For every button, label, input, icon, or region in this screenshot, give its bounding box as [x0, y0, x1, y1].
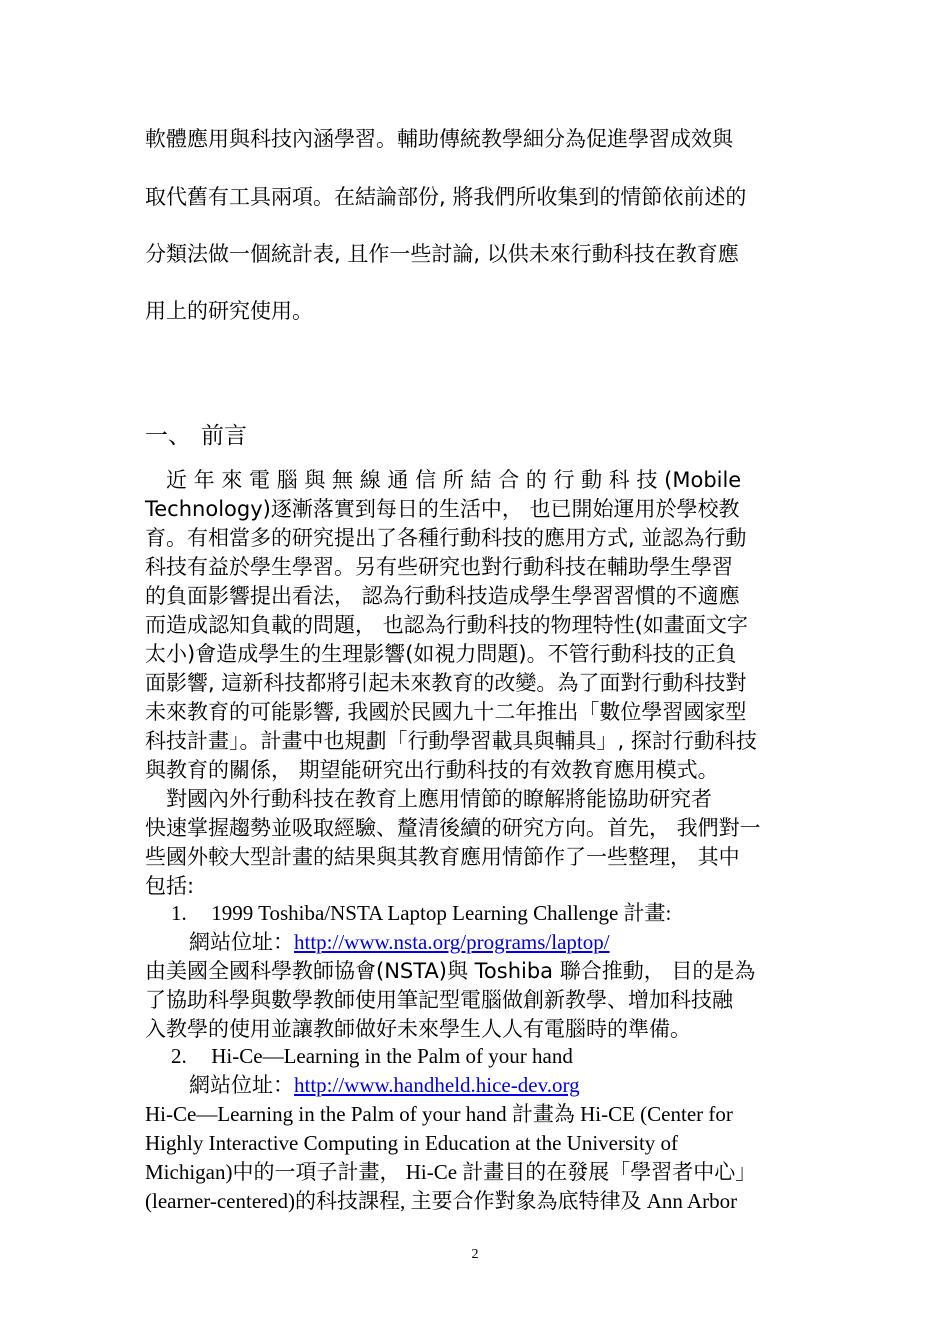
section-heading-title: 前言	[201, 423, 247, 449]
paragraph-1-line-5: 的負面影響提出看法， 認為行動科技造成學生學習習慣的不適應	[145, 584, 740, 608]
paragraph-1-line-3: 育。有相當多的研究提出了各種行動科技的應用方式, 並認為行動	[145, 526, 747, 550]
intro-line-4: 用上的研究使用。	[145, 299, 313, 323]
list-item-2-title-row	[171, 1041, 777, 1071]
paragraph-1-line-8: 面影響, 這新科技都將引起未來教育的改變。為了面對行動科技對	[145, 671, 747, 695]
intro-line-1: 軟體應用與科技內涵學習。輔助傳統教學細分為促進學習成效與	[145, 127, 733, 151]
paragraph-1-line-9: 未來教育的可能影響, 我國於民國九十二年推出「數位學習國家型	[145, 700, 747, 724]
list-item-2-description-line-1: Hi-Ce—Learning in the Palm of your hand 計畫為 Hi-CE (Center for	[145, 1102, 733, 1126]
section-heading	[145, 420, 247, 452]
paragraph-1-line-10: 科技計畫」。計畫中也規劃「行動學習載具與輔具」, 探討行動科技	[145, 729, 757, 753]
list-item-2-description-line-4: (learner-centered)的科技課程, 主要合作對象為底特律及 Ann Arbor	[145, 1189, 738, 1213]
list-item-1-site-label: 網站位址：	[189, 930, 294, 954]
paragraph-1-line-11: 與教育的關係， 期望能研究出行動科技的有效教育應用模式。	[145, 758, 719, 782]
paragraph-2-line-2: 快速掌握趨勢並吸取經驗、釐清後續的研究方向。首先， 我們對一	[145, 816, 761, 840]
paragraph-1-line-4: 科技有益於學生學習。另有些研究也對行動科技在輔助學生學習	[145, 555, 733, 579]
paragraph-1-line-2: Technology)逐漸落實到每日的生活中， 也已開始運用於學校教	[145, 497, 740, 521]
paragraph-2-line-1: 對國內外行動科技在教育上應用情節的瞭解將能協助研究者	[145, 787, 712, 811]
paragraph-2-line-4: 包括:	[145, 874, 195, 898]
list-item-2-description-line-3: Michigan)中的一項子計畫， Hi-Ce 計畫目的在發展「學習者中心」	[145, 1160, 757, 1184]
paragraph-1-line-1: 近 年 來 電 腦 與 無 線 通 信 所 結 合 的 行 動 科 技 (Mobile	[145, 468, 742, 492]
intro-line-2: 取代舊有工具兩項。在結論部份, 將我們所收集到的情節依前述的	[145, 185, 747, 209]
list-item-2-number: 2.	[171, 1044, 187, 1068]
list-item-1-site-row	[189, 927, 777, 957]
list-item-1-url-link[interactable]: http://www.nsta.org/programs/laptop/	[294, 930, 610, 954]
section-heading-number: 一、	[145, 423, 191, 449]
list-item-1-description-line-2: 了協助科學與數學教師使用筆記型電腦做創新教學、增加科技融	[145, 988, 733, 1012]
list-item-1-number: 1.	[171, 901, 187, 925]
list-item-2-site-label: 網站位址：	[189, 1073, 294, 1097]
list-item-2-description-line-2: Highly Interactive Computing in Education at the University of	[145, 1131, 679, 1155]
list-item-2-url-link[interactable]: http://www.handheld.hice-dev.org	[294, 1073, 580, 1097]
paragraph-1-line-7: 太小)會造成學生的生理影響(如視力問題)。不管行動科技的正負	[145, 642, 737, 666]
intro-line-3: 分類法做一個統計表, 且作一些討論, 以供未來行動科技在教育應	[145, 242, 739, 266]
list-item-2-title: Hi-Ce—Learning in the Palm of your hand	[211, 1044, 573, 1068]
paragraph-2-line-3: 些國外較大型計畫的結果與其教育應用情節作了一些整理， 其中	[145, 845, 740, 869]
paragraph-1-line-6: 而造成認知負載的問題， 也認為行動科技的物理特性(如畫面文字	[145, 613, 748, 637]
list-item-1-description-line-1: 由美國全國科學教師協會(NSTA)與 Toshiba 聯合推動， 目的是為	[145, 959, 756, 983]
list-item-1-description-line-3: 入教學的使用並讓教師做好未來學生人人有電腦時的準備。	[145, 1017, 691, 1041]
list-item-2-site-row	[189, 1070, 777, 1100]
list-item-1-title: 1999 Toshiba/NSTA Laptop Learning Challenge 計畫:	[211, 901, 672, 925]
page-number: 2	[471, 1247, 479, 1262]
list-item-1-title-row	[171, 898, 777, 928]
